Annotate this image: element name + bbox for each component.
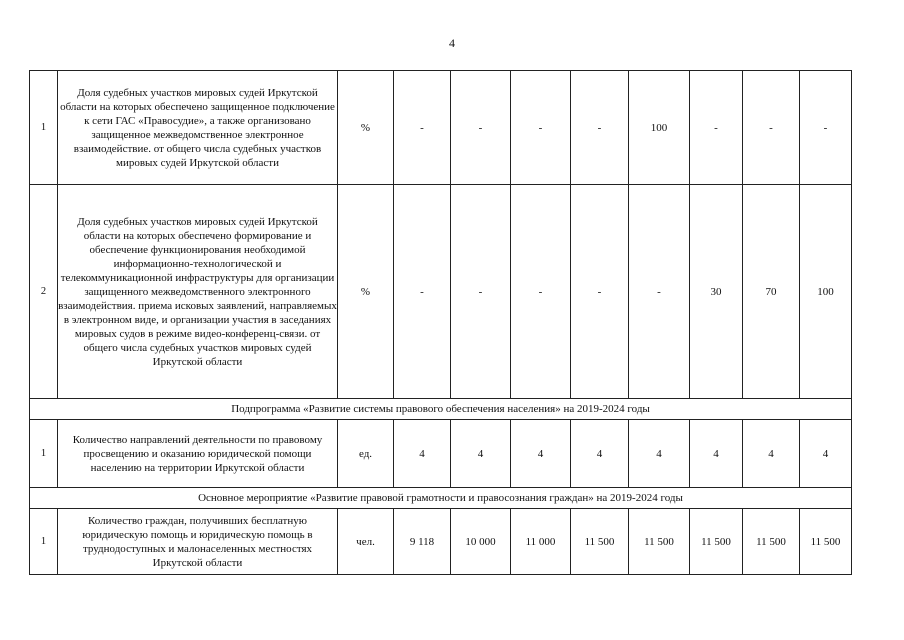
section-row [30,488,852,509]
value-cell: 11 500 [629,509,690,575]
table-row [30,185,852,399]
value-cell: 30 [690,185,743,399]
unit-cell: ед. [338,420,394,488]
row-number: 1 [30,420,58,488]
page-number: 4 [449,36,455,50]
row-number: 1 [30,71,58,185]
value-cell: 4 [743,420,800,488]
value-cell: - [451,71,511,185]
value-cell: 10 000 [451,509,511,575]
table-row [30,420,852,488]
value-cell: - [394,71,451,185]
value-cell: - [743,71,800,185]
value-cell: - [571,71,629,185]
value-cell: - [571,185,629,399]
value-cell: - [629,185,690,399]
unit-cell: чел. [338,509,394,575]
value-cell: - [394,185,451,399]
value-cell: 100 [800,185,852,399]
unit-cell: % [338,185,394,399]
value-cell: 9 118 [394,509,451,575]
value-cell: 11 500 [743,509,800,575]
subprogram-heading: Подпрограмма «Развитие системы правового обеспечения населения» на 2019-2024 годы [30,399,852,420]
unit-cell: % [338,71,394,185]
value-cell: 11 500 [571,509,629,575]
row-number: 2 [30,185,58,399]
value-cell: - [511,71,571,185]
value-cell: 4 [394,420,451,488]
indicator-name: Доля судебных участков мировых судей Иркутской области на которых обеспечено защищенное подключение к сети ГАС «Правосудие», а также организовано защищенное межведомственное электронное взаимодействие. от общего числа судебных участков мировых судей Иркутской области [58,71,338,185]
value-cell: - [451,185,511,399]
value-cell: 4 [800,420,852,488]
value-cell: - [690,71,743,185]
main-activity-heading: Основное мероприятие «Развитие правовой грамотности и правосознания граждан» на 2019-2024 годы [30,488,852,509]
indicator-name: Количество направлений деятельности по правовому просвещению и оказанию юридической помощи населению на территории Иркутской области [58,420,338,488]
value-cell: 100 [629,71,690,185]
value-cell: 11 500 [800,509,852,575]
value-cell: 4 [451,420,511,488]
value-cell: 4 [629,420,690,488]
value-cell: 4 [511,420,571,488]
section-row [30,399,852,420]
table-row [30,71,852,185]
row-number: 1 [30,509,58,575]
value-cell: 11 500 [690,509,743,575]
value-cell: 4 [571,420,629,488]
value-cell: - [800,71,852,185]
value-cell: 4 [690,420,743,488]
indicator-name: Количество граждан, получивших бесплатную юридическую помощь и юридическую помощь в труднодоступных и малонаселенных местностях Иркутской области [58,509,338,575]
value-cell: 11 000 [511,509,571,575]
table-row [30,509,852,575]
value-cell: - [511,185,571,399]
indicator-table [29,70,852,575]
indicator-name: Доля судебных участков мировых судей Иркутской области на которых обеспечено формирование и обеспечение функционирования необходимой информационно-технологической и телекоммуникационной инфраструктуры для организации защищенного межведомственного электронного взаимодействия. приема исковых заявлений, направляемых в электронном виде, и организации участия в заседаниях мировых судов в режиме видео-конференц-связи. от общего числа судебных участков мировых судей Иркутской области [58,185,338,399]
value-cell: 70 [743,185,800,399]
